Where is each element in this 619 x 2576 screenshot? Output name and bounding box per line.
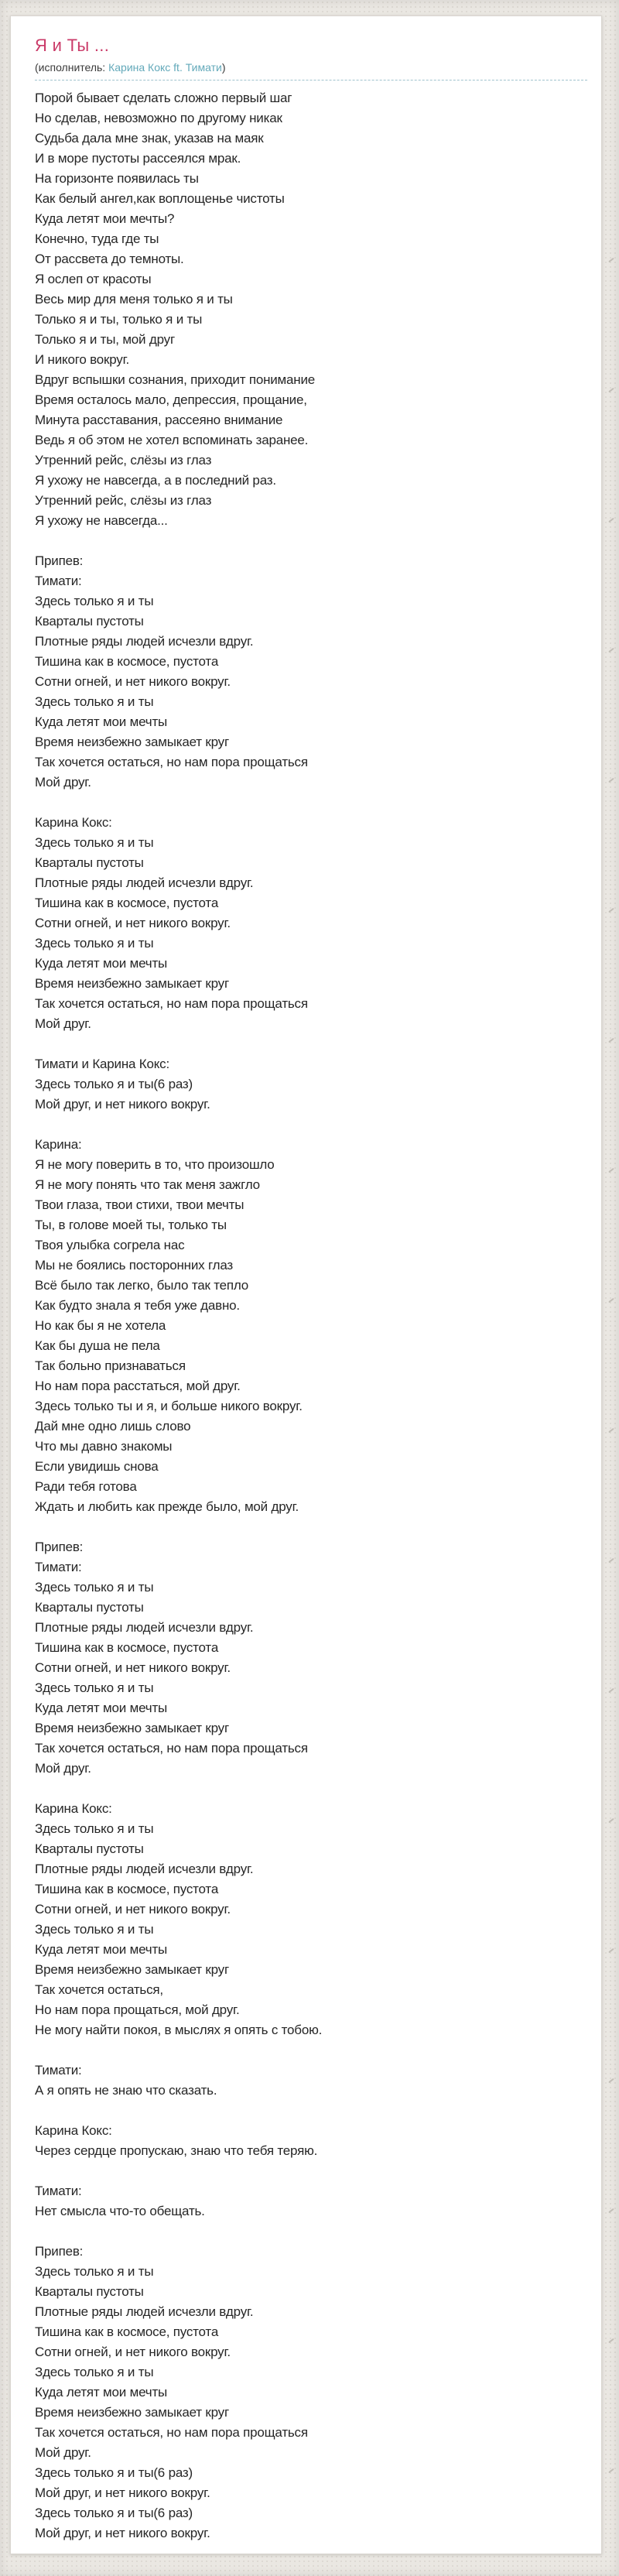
lyric-line: Плотные ряды людей исчезли вдруг. <box>35 1862 254 1876</box>
lyric-line: Тишина как в космосе, пустота <box>35 1640 219 1655</box>
lyric-line: Сотни огней, и нет никого вокруг. <box>35 1902 231 1917</box>
lyric-line: Сотни огней, и нет никого вокруг. <box>35 2345 231 2359</box>
lyric-line: Так больно признаваться <box>35 1358 186 1373</box>
stanza <box>35 2242 586 2543</box>
lyric-line: Плотные ряды людей исчезли вдруг. <box>35 2304 254 2319</box>
paper-texture-speck <box>608 1038 614 1043</box>
stanza <box>35 813 586 1034</box>
lyric-line: Тимати и Карина Кокс: <box>35 1057 170 1071</box>
paper-texture-speck <box>608 2208 614 2214</box>
lyric-line: На горизонте появилась ты <box>35 171 199 186</box>
lyric-line: Здесь только я и ты <box>35 835 154 850</box>
lyric-line: От рассвета до темноты. <box>35 252 184 266</box>
lyric-line: Я не могу поверить в то, что произошло <box>35 1157 275 1172</box>
lyric-line: Время неизбежно замыкает круг <box>35 1721 229 1735</box>
lyric-line: Нет смысла что-то обещать. <box>35 2204 205 2218</box>
lyric-line: Куда летят мои мечты? <box>35 211 175 226</box>
lyric-line: А я опять не знаю что сказать. <box>35 2083 217 2098</box>
lyric-line: Здесь только я и ты(6 раз) <box>35 2506 193 2520</box>
lyric-line: Но нам пора расстаться, мой друг. <box>35 1379 241 1393</box>
lyric-line: Мой друг, и нет никого вокруг. <box>35 1097 210 1112</box>
lyric-line: Мой друг. <box>35 1016 91 1031</box>
lyric-line: Тимати: <box>35 1560 82 1574</box>
lyric-line: Карина: <box>35 1137 82 1152</box>
artist-link-timati[interactable]: Тимати <box>185 61 222 74</box>
lyric-line: Твои глаза, твои стихи, твои мечты <box>35 1197 245 1212</box>
lyric-line: Я ухожу не навсегда... <box>35 513 168 528</box>
lyric-line: Здесь только я и ты <box>35 1922 154 1937</box>
lyric-line: Припев: <box>35 1540 84 1554</box>
lyric-line: Здесь только я и ты <box>35 1580 154 1595</box>
lyric-line: Припев: <box>35 553 84 568</box>
artist-ft-separator: ft. <box>170 61 186 74</box>
paper-texture-speck <box>608 1298 614 1303</box>
paper-texture-speck <box>608 778 614 783</box>
lyric-line: Вдруг вспышки сознания, приходит понимание <box>35 372 316 387</box>
lyric-line: Тимати: <box>35 574 82 588</box>
lyric-line: Так хочется остаться, но нам пора прощаться <box>35 2425 308 2440</box>
dotted-separator <box>35 79 587 80</box>
lyric-line: Плотные ряды людей исчезли вдруг. <box>35 875 254 890</box>
paper-texture-speck <box>608 1948 614 1954</box>
lyric-line: Как бы душа не пела <box>35 1338 160 1353</box>
lyric-line: Так хочется остаться, но нам пора прощаться <box>35 755 308 769</box>
lyric-line: Тимати: <box>35 2184 82 2198</box>
lyric-line: Время неизбежно замыкает круг <box>35 1962 229 1977</box>
lyric-line: Судьба дала мне знак, указав на маяк <box>35 131 264 146</box>
lyric-line: Плотные ряды людей исчезли вдруг. <box>35 1620 254 1635</box>
lyric-line: Здесь только я и ты(6 раз) <box>35 1077 193 1091</box>
lyric-line: Мой друг, и нет никого вокруг. <box>35 2526 210 2540</box>
lyric-line: Время неизбежно замыкает круг <box>35 2405 229 2420</box>
stanza <box>35 88 586 531</box>
lyric-line: Я ослеп от красоты <box>35 272 152 286</box>
stanza <box>35 1799 586 2040</box>
stanza <box>35 2181 586 2221</box>
lyric-line: Здесь только я и ты <box>35 694 154 709</box>
lyric-line: Так хочется остаться, но нам пора прощаться <box>35 996 308 1011</box>
lyric-line: Я не могу понять что так меня зажгло <box>35 1177 260 1192</box>
lyric-line: Ради тебя готова <box>35 1479 137 1494</box>
lyric-line: Здесь только я и ты <box>35 2264 154 2279</box>
lyric-line: Тишина как в космосе, пустота <box>35 2324 219 2339</box>
lyric-line: Но сделав, невозможно по другому никак <box>35 111 282 125</box>
stanza <box>35 1054 586 1115</box>
lyric-line: Ты, в голове моей ты, только ты <box>35 1218 227 1232</box>
stanza <box>35 2121 586 2161</box>
artist-line <box>35 60 586 74</box>
paper-texture-speck <box>608 2078 614 2084</box>
lyric-line: Сотни огней, и нет никого вокруг. <box>35 916 231 930</box>
paper-texture-speck <box>608 258 614 263</box>
artist-suffix: ) <box>221 61 226 74</box>
lyric-line: Но как бы я не хотела <box>35 1318 166 1333</box>
lyric-line: Так хочется остаться, <box>35 1982 163 1997</box>
lyric-line: Минута расставания, рассеяно внимание <box>35 413 283 427</box>
lyric-line: Тишина как в космосе, пустота <box>35 896 219 910</box>
lyric-line: Здесь только я и ты <box>35 1680 154 1695</box>
paper-texture-speck <box>608 1428 614 1434</box>
lyric-line: Здесь только я и ты <box>35 594 154 608</box>
lyric-line: Куда летят мои мечты <box>35 714 168 729</box>
lyric-line: И в море пустоты рассеялся мрак. <box>35 151 241 166</box>
paper-texture-speck <box>608 388 614 393</box>
lyric-line: Кварталы пустоты <box>35 614 144 629</box>
paper-texture-speck <box>608 1558 614 1564</box>
paper-texture-speck <box>608 908 614 913</box>
lyric-line: Мы не боялись посторонних глаз <box>35 1258 233 1273</box>
stanza <box>35 1537 586 1779</box>
paper-texture-speck <box>608 1688 614 1694</box>
stanza <box>35 2060 586 2101</box>
lyric-line: Куда летят мои мечты <box>35 1701 168 1715</box>
lyric-line: Здесь только я и ты <box>35 936 154 951</box>
lyric-line: И никого вокруг. <box>35 352 130 367</box>
lyric-line: Припев: <box>35 2244 84 2259</box>
lyric-line: Тимати: <box>35 2063 82 2078</box>
lyric-line: Карина Кокс: <box>35 2123 112 2138</box>
paper-texture-speck <box>608 518 614 523</box>
lyric-line: Конечно, туда где ты <box>35 231 159 246</box>
lyric-line: Кварталы пустоты <box>35 855 144 870</box>
lyric-line: Куда летят мои мечты <box>35 1942 168 1957</box>
lyric-line: Утренний рейс, слёзы из глаз <box>35 453 212 468</box>
lyric-line: Твоя улыбка согрела нас <box>35 1238 185 1252</box>
paper-texture-speck <box>608 2338 614 2344</box>
lyric-line: Время осталось мало, депрессия, прощание, <box>35 392 307 407</box>
lyric-line: Плотные ряды людей исчезли вдруг. <box>35 634 254 649</box>
lyric-line: Как белый ангел,как воплощенье чистоты <box>35 191 285 206</box>
lyric-line: Как будто знала я тебя уже давно. <box>35 1298 240 1313</box>
stanza <box>35 1135 586 1517</box>
lyric-line: Мой друг. <box>35 2445 91 2460</box>
lyric-line: Здесь только я и ты <box>35 1821 154 1836</box>
lyric-line: Только я и ты, мой друг <box>35 332 175 347</box>
paper-texture-speck <box>608 2468 614 2474</box>
lyrics-card <box>10 15 602 2554</box>
lyric-line: Куда летят мои мечты <box>35 956 168 971</box>
lyric-line: Карина Кокс: <box>35 815 112 830</box>
stanza <box>35 551 586 793</box>
page-title: Я и Ты ... <box>35 36 110 55</box>
lyric-line: Кварталы пустоты <box>35 1841 144 1856</box>
lyric-line: Тишина как в космосе, пустота <box>35 654 219 669</box>
lyric-line: Весь мир для меня только я и ты <box>35 292 233 307</box>
lyric-line: Порой бывает сделать сложно первый шаг <box>35 91 292 105</box>
paper-texture-speck <box>608 1818 614 1824</box>
lyric-line: Время неизбежно замыкает круг <box>35 976 229 991</box>
lyric-line: Мой друг. <box>35 775 91 790</box>
lyric-line: Здесь только я и ты(6 раз) <box>35 2465 193 2480</box>
lyric-line: Что мы давно знакомы <box>35 1439 173 1454</box>
lyric-line: Утренний рейс, слёзы из глаз <box>35 493 212 508</box>
lyric-line: Тишина как в космосе, пустота <box>35 1882 219 1896</box>
lyric-line: Здесь только ты и я, и больше никого вокруг. <box>35 1399 303 1413</box>
lyric-line: Карина Кокс: <box>35 1801 112 1816</box>
lyric-line: Мой друг, и нет никого вокруг. <box>35 2485 210 2500</box>
lyric-line: Если увидишь снова <box>35 1459 159 1474</box>
lyric-line: Так хочется остаться, но нам пора прощаться <box>35 1741 308 1756</box>
lyric-line: Но нам пора прощаться, мой друг. <box>35 2002 240 2017</box>
lyric-line: Я ухожу не навсегда, а в последний раз. <box>35 473 276 488</box>
lyric-line: Кварталы пустоты <box>35 1600 144 1615</box>
lyric-line: Куда летят мои мечты <box>35 2385 168 2400</box>
lyric-line: Кварталы пустоты <box>35 2284 144 2299</box>
lyric-line: Через сердце пропускаю, знаю что тебя теряю. <box>35 2143 318 2158</box>
artist-link-karina-koks[interactable]: Карина Кокс <box>108 61 171 74</box>
lyric-line: Сотни огней, и нет никого вокруг. <box>35 1660 231 1675</box>
lyrics-text <box>35 88 586 2543</box>
paper-texture-speck <box>608 1168 614 1173</box>
lyric-line: Сотни огней, и нет никого вокруг. <box>35 674 231 689</box>
lyric-line: Только я и ты, только я и ты <box>35 312 203 327</box>
lyric-line: Ведь я об этом не хотел вспоминать заранее. <box>35 433 309 447</box>
lyric-line: Дай мне одно лишь слово <box>35 1419 191 1434</box>
paper-texture-speck <box>608 648 614 653</box>
lyric-line: Время неизбежно замыкает круг <box>35 735 229 749</box>
lyric-line: Всё было так легко, было так тепло <box>35 1278 249 1293</box>
lyric-line: Мой друг. <box>35 1761 91 1776</box>
lyric-line: Не могу найти покоя, в мыслях я опять с тобою. <box>35 2023 323 2037</box>
lyric-line: Ждать и любить как прежде было, мой друг. <box>35 1499 299 1514</box>
lyric-line: Здесь только я и ты <box>35 2365 154 2379</box>
artist-prefix: (исполнитель: <box>35 61 109 74</box>
